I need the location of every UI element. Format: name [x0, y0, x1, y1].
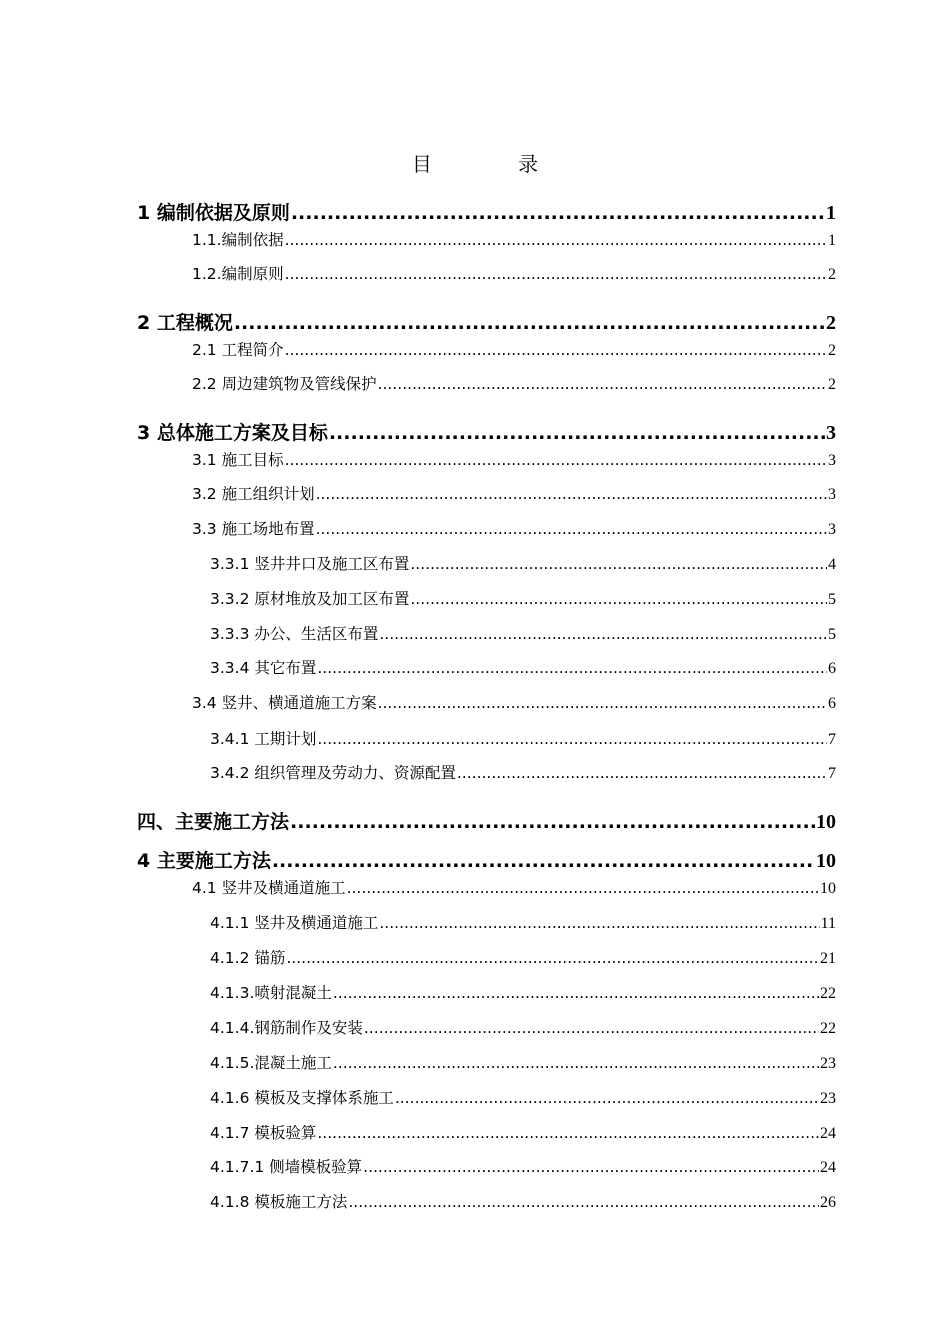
- toc-entry-label: 3.4 竖井、横通道施工方案: [192, 694, 377, 712]
- toc-entry-label: 3.4.2 组织管理及劳动力、资源配置: [210, 764, 456, 782]
- toc-entry-page: 5: [828, 626, 836, 643]
- toc-entry-label: 四、主要施工方法: [137, 811, 290, 833]
- toc-entry-label: 4.1.7 模板验算: [210, 1124, 317, 1142]
- toc-entry[interactable]: [210, 587, 836, 609]
- toc-leader-dots: [317, 730, 827, 748]
- toc-leader-dots: [316, 520, 827, 538]
- toc-entry-page: 24: [820, 1159, 836, 1176]
- toc-entry[interactable]: [192, 876, 836, 898]
- toc-entry-page: 6: [828, 660, 836, 677]
- toc-entry-page: 2: [828, 266, 836, 283]
- toc-entry-page: 3: [828, 452, 836, 469]
- toc-leader-dots: [272, 850, 815, 872]
- toc-leader-dots: [285, 231, 827, 249]
- toc-entry[interactable]: [137, 198, 836, 225]
- toc-entry-page: 5: [828, 591, 836, 608]
- toc-entry[interactable]: [192, 228, 836, 250]
- toc-leader-dots: [348, 1193, 819, 1211]
- toc-entry-page: 24: [820, 1125, 836, 1142]
- toc-entry-page: 4: [828, 556, 836, 573]
- toc-entry-label: 2.1 工程简介: [192, 341, 284, 359]
- toc-entry[interactable]: [137, 807, 836, 834]
- toc-leader-dots: [317, 1124, 819, 1142]
- toc-entry-page: 11: [820, 915, 836, 932]
- toc-entry-label: 4.1.5.混凝土施工: [210, 1054, 332, 1072]
- toc-entry-page: 22: [820, 1020, 836, 1037]
- toc-entry-label: 1.2.编制原则: [192, 265, 284, 283]
- toc-leader-dots: [333, 1054, 819, 1072]
- toc-leader-dots: [410, 555, 827, 573]
- toc-entry-label: 4 主要施工方法: [137, 850, 271, 872]
- toc-entry-page: 1: [828, 232, 836, 249]
- toc-entry[interactable]: [210, 981, 836, 1003]
- toc-entry[interactable]: [210, 1086, 836, 1108]
- toc-entry-label: 4.1.2 锚筋: [210, 949, 286, 967]
- toc-entry-page: 1: [826, 202, 836, 224]
- toc-entry-label: 4.1.4.钢筋制作及安装: [210, 1019, 363, 1037]
- toc-entry[interactable]: [210, 1051, 836, 1073]
- toc-entry-label: 3.3.1 竖井井口及施工区布置: [210, 555, 410, 573]
- toc-entry-page: 7: [828, 765, 836, 782]
- toc-entry-label: 1.1.编制依据: [192, 231, 284, 249]
- toc-entry-page: 21: [820, 950, 836, 967]
- toc-entry-label: 4.1.3.喷射混凝土: [210, 984, 332, 1002]
- toc-leader-dots: [379, 625, 827, 643]
- toc-entry[interactable]: [192, 372, 836, 394]
- toc-leader-dots: [285, 451, 827, 469]
- toc-entry-page: 10: [816, 850, 836, 872]
- toc-entry-label: 4.1.1 竖井及横通道施工: [210, 914, 379, 932]
- toc-entry[interactable]: [210, 552, 836, 574]
- toc-entry-label: 1 编制依据及原则: [137, 202, 290, 224]
- toc-entry[interactable]: [210, 1016, 836, 1038]
- toc-leader-dots: [347, 879, 819, 897]
- toc-entry[interactable]: [210, 946, 836, 968]
- toc-entry-page: 7: [828, 731, 836, 748]
- toc-entry-label: 3 总体施工方案及目标: [137, 422, 328, 444]
- toc-entry-page: 10: [820, 880, 836, 897]
- toc-entry-page: 3: [828, 486, 836, 503]
- toc-entry-label: 3.3 施工场地布置: [192, 520, 315, 538]
- toc-entry-label: 3.4.1 工期计划: [210, 730, 317, 748]
- toc-entry-label: 3.3.4 其它布置: [210, 659, 317, 677]
- toc-entry[interactable]: [192, 262, 836, 284]
- toc-entry[interactable]: [210, 656, 836, 678]
- toc-entry-label: 4.1 竖井及横通道施工: [192, 879, 346, 897]
- toc-entry[interactable]: [137, 418, 836, 445]
- toc-entry-label: 3.3.3 办公、生活区布置: [210, 625, 379, 643]
- toc-leader-dots: [329, 422, 825, 444]
- toc-leader-dots: [291, 202, 825, 224]
- toc-entry-label: 4.1.6 模板及支撑体系施工: [210, 1089, 394, 1107]
- toc-leader-dots: [234, 312, 825, 334]
- toc-entry-page: 2: [828, 376, 836, 393]
- toc-entry[interactable]: [210, 622, 836, 644]
- toc-leader-dots: [363, 1158, 819, 1176]
- toc-leader-dots: [333, 984, 819, 1002]
- toc-entry[interactable]: [192, 482, 836, 504]
- toc-entry[interactable]: [210, 1121, 836, 1143]
- toc-entry[interactable]: [137, 846, 836, 873]
- toc-entry-page: 2: [828, 342, 836, 359]
- toc-entry-page: 23: [820, 1055, 836, 1072]
- toc-leader-dots: [316, 485, 827, 503]
- toc-entry-label: 2.2 周边建筑物及管线保护: [192, 375, 377, 393]
- toc-entry-label: 3.2 施工组织计划: [192, 485, 315, 503]
- toc-entry[interactable]: [192, 691, 836, 713]
- toc-entry[interactable]: [192, 448, 836, 470]
- toc-leader-dots: [290, 811, 815, 833]
- toc-entry-label: 2 工程概况: [137, 312, 233, 334]
- toc-leader-dots: [379, 914, 819, 932]
- toc-entry[interactable]: [210, 761, 836, 783]
- toc-leader-dots: [378, 375, 827, 393]
- toc-entry-page: 6: [828, 695, 836, 712]
- toc-leader-dots: [286, 949, 819, 967]
- toc-entry-page: 23: [820, 1090, 836, 1107]
- toc-entry-page: 3: [828, 521, 836, 538]
- toc-leader-dots: [285, 265, 827, 283]
- toc-leader-dots: [395, 1089, 819, 1107]
- toc-leader-dots: [410, 590, 827, 608]
- toc-entry-label: 4.1.7.1 侧墙模板验算: [210, 1158, 363, 1176]
- toc-entry[interactable]: [210, 727, 836, 749]
- toc-entry[interactable]: [192, 517, 836, 539]
- toc-entry-label: 3.1 施工目标: [192, 451, 284, 469]
- toc-entry[interactable]: [210, 1155, 836, 1177]
- toc-entry-page: 2: [826, 312, 836, 334]
- toc-leader-dots: [457, 764, 827, 782]
- toc-entry[interactable]: [210, 1190, 836, 1212]
- toc-entry-page: 26: [820, 1194, 836, 1211]
- toc-entry-label: 3.3.2 原材堆放及加工区布置: [210, 590, 410, 608]
- toc-leader-dots: [317, 659, 827, 677]
- toc-entry[interactable]: [137, 308, 836, 335]
- toc-entry-label: 4.1.8 模板施工方法: [210, 1193, 348, 1211]
- toc-entry-page: 10: [816, 811, 836, 833]
- toc-entry[interactable]: [192, 338, 836, 360]
- toc-entry-page: 22: [820, 985, 836, 1002]
- toc-leader-dots: [285, 341, 827, 359]
- toc-leader-dots: [378, 694, 827, 712]
- toc-title: 目 录: [411, 152, 579, 176]
- toc-entry[interactable]: [210, 911, 836, 933]
- toc-entry-page: 3: [826, 422, 836, 444]
- toc-leader-dots: [364, 1019, 819, 1037]
